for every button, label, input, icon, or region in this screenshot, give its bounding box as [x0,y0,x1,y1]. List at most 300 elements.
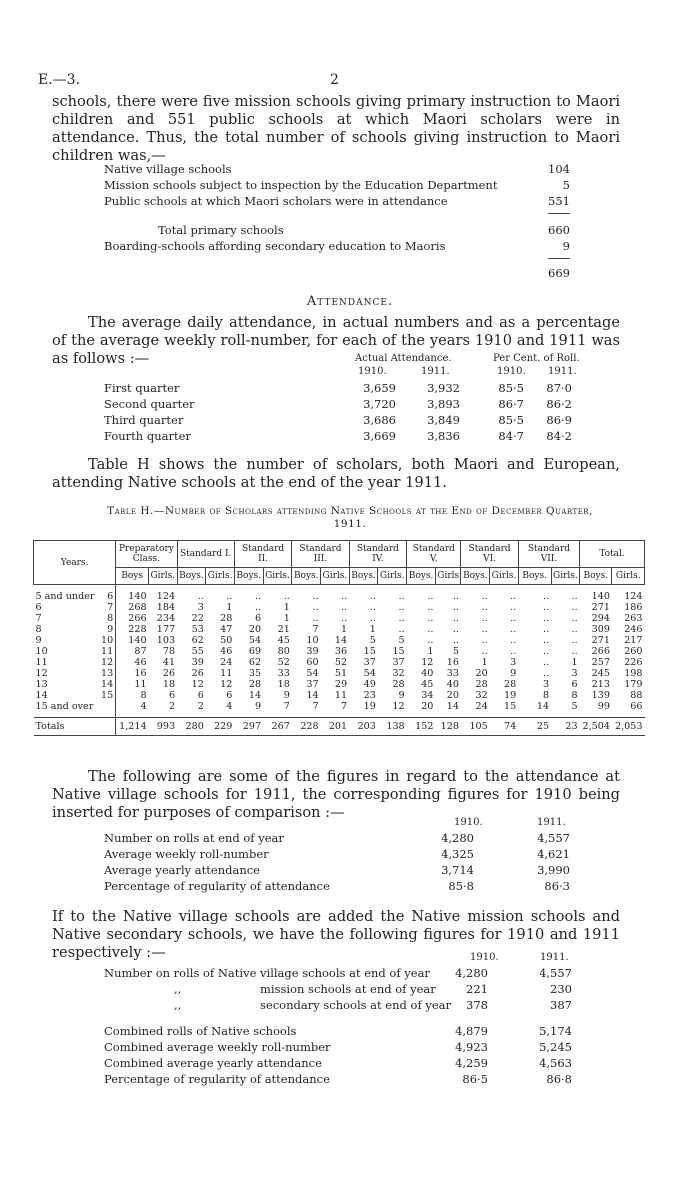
table-cell: .. [452,635,459,646]
table-cell: 26 [162,668,176,679]
table-cell: 993 [149,718,178,736]
table-cell: 4,280 [455,966,488,980]
table-cell: .. [312,602,319,613]
table-cell: 257 [591,657,610,668]
table-cell: 128 [435,718,461,736]
table-cell: 3,990 [537,863,570,877]
table-cell: 26 [191,668,204,679]
table-cell: .. [543,624,550,635]
table-subheader: Boys. [349,568,378,585]
attendance-paragraph: The average daily attendance, in actual numbers and as a percentage of the average weekly roll-number, for each of the years 1910 and 1911 was as follows :— [52,314,620,367]
table-cell: 84·2 [546,429,572,443]
table-cell: 99 [597,701,610,712]
table-cell: 15 [392,646,405,657]
table-cell: .. [543,602,550,613]
table-cell: 20 [475,668,488,679]
table-cell: 309 [591,624,610,635]
table-cell: 4,923 [455,1040,488,1054]
table-cell: .. [510,613,517,624]
table-cell: 10 [306,635,319,646]
table-cell: 4,280 [441,831,474,845]
table-cell: 7 [341,701,348,712]
table-cell: 2,053 [612,718,645,736]
table-row [34,657,645,668]
table-cell: 3,720 [363,397,396,411]
table-subheader: Boys. [518,568,551,585]
table-cell: 213 [591,679,610,690]
table-cell: 12 [392,701,405,712]
col-header: Actual Attendance. [355,353,452,364]
year-label: 12 [35,668,48,679]
table-cell: 280 [177,718,206,736]
table-cell: 105 [461,718,490,736]
table-cell: 4,325 [441,847,474,861]
table-cell: .. [571,591,578,602]
table-cell: 35 [248,668,262,679]
table-header: Standard III. [292,541,349,568]
table-cell: 5,174 [539,1024,572,1038]
list-item: Boarding-schools affording secondary education to Maoris [104,239,446,253]
table-cell: .. [571,646,578,657]
table-cell: 54 [306,668,319,679]
table-cell: 198 [624,668,643,679]
table-cell: 80 [277,646,290,657]
table-cell: 40 [421,668,434,679]
table-subheader: Girls. [378,568,407,585]
table-cell: 228 [116,624,149,635]
table-subheader: Boys. [177,568,206,585]
table-row-label: Average yearly attendance [104,863,260,877]
table-cell: 32 [475,690,488,701]
table-cell: 14 [536,701,550,712]
table-cell: 39 [191,657,204,668]
table-cell: .. [312,591,319,602]
table-cell: 21 [277,624,290,635]
table-cell: .. [510,602,517,613]
table-cell: 124 [156,591,176,602]
table-cell: 28 [504,679,517,690]
table-cell: 24 [475,701,488,712]
table-cell: 1 [571,657,578,668]
table-cell: 11 [101,646,114,657]
table-row-label: Percentage of regularity of attendance [104,879,330,893]
table-row-label: mission schools at end of year [260,982,436,996]
table-cell: 14 [248,690,262,701]
table-cell: 1 [226,602,233,613]
table-header: Standard IV. [349,541,407,568]
table-cell: 294 [591,613,610,624]
table-cell: 217 [624,635,643,646]
table-row [34,646,645,657]
table-row [34,679,645,690]
table-cell: .. [197,591,204,602]
table-cell: 221 [466,982,488,996]
table-cell: 3 [543,679,550,690]
table-cell: .. [481,602,488,613]
table-cell: 37 [392,657,405,668]
table-cell: 19 [504,690,517,701]
table-cell: 1 [481,657,488,668]
table-cell: 24 [220,657,233,668]
table-header: Preparatory Class. [116,541,177,568]
table-cell: 177 [156,624,176,635]
table-cell: 62 [248,657,262,668]
table-cell: 7 [283,701,290,712]
year-label: 11 [35,657,48,668]
table-cell: 6 [168,690,176,701]
table-cell: .. [510,591,517,602]
table-cell: 33 [277,668,290,679]
table-cell: .. [427,602,434,613]
table-cell: 246 [624,624,643,635]
table-cell: 15 [504,701,517,712]
table-row [34,668,645,679]
table-cell: 6 [197,690,204,701]
table-cell: 230 [550,982,572,996]
table-cell [97,718,116,736]
table-cell: .. [571,602,578,613]
table-row-label: secondary schools at end of year [260,998,452,1012]
table-cell: 1 [369,624,376,635]
table-cell: 69 [248,646,262,657]
table-cell: 88 [630,690,643,701]
table-row [34,624,645,635]
table-cell: 40 [446,679,459,690]
table-cell: 23 [551,718,580,736]
table-cell: 37 [363,657,376,668]
table-subheader: Boys. [234,568,263,585]
table-cell: 85·8 [448,879,474,893]
table-cell: 2,504 [580,718,612,736]
table-cell: 2 [197,701,204,712]
table-cell: 139 [591,690,610,701]
table-row [34,613,645,624]
table-cell: 87 [116,646,149,657]
table-row [34,635,645,646]
table-cell: 9 [254,701,262,712]
table-cell: 140 [116,635,149,646]
table-cell: 260 [624,646,643,657]
table-cell: 12 [191,679,204,690]
table-cell: .. [341,613,348,624]
table-cell: 6 [254,613,262,624]
table-cell: 12 [220,679,233,690]
table-cell: 268 [116,602,149,613]
list-value: 104 [548,162,570,176]
table-subheader: Girls. [206,568,235,585]
table-cell: 28 [392,679,405,690]
table-cell: 3 [571,668,578,679]
table-cell: 41 [162,657,176,668]
table-cell: 15 [101,690,114,701]
year-label: 9 [35,635,42,646]
table-h-title: Table H.—Number of Scholars attending Native Schools at the End of December Quarter, 1911. [107,505,593,530]
table-cell: .. [510,624,517,635]
year-label: 15 and over [35,701,94,712]
year-label: 5 and under [35,591,95,602]
list-value: 5 [562,178,570,192]
table-cell: .. [571,635,578,646]
table-row-label: Average weekly roll-number [104,847,269,861]
table-cell: 20 [248,624,262,635]
table-cell: 14 [101,679,114,690]
table-cell: 3,893 [427,397,460,411]
table-cell: 6 [226,690,233,701]
table-cell: 86·7 [498,397,524,411]
table-row [34,690,645,701]
table-cell: 86·8 [546,1072,572,1086]
table-cell: .. [427,624,434,635]
table-cell: 267 [263,718,292,736]
table-cell: 5 [369,635,376,646]
table-cell: 3,659 [363,381,396,395]
table-row [34,602,645,613]
table-cell: 14 [334,635,348,646]
table-cell: 8 [107,613,114,624]
ditto-mark: ,, [174,998,182,1012]
table-cell: 87·0 [546,381,572,395]
table-cell: 271 [591,602,610,613]
table-cell: 226 [624,657,643,668]
table-cell: .. [226,591,233,602]
table-cell: 78 [162,646,176,657]
table-header: Standard II. [234,541,292,568]
table-cell: 19 [363,701,376,712]
list-value: 551 [548,194,570,208]
table-cell: 4,259 [455,1056,488,1070]
table-cell: 46 [116,657,149,668]
table-cell: 53 [191,624,204,635]
table-cell: 28 [220,613,233,624]
table-subheader: Girls [435,568,461,585]
table-cell: 8 [571,690,578,701]
table-cell: .. [254,602,262,613]
table-cell: 7 [312,624,319,635]
table-header: Standard VI. [461,541,518,568]
table-h-intro: Table H shows the number of scholars, both Maori and European, attending Native schools at the end of the year 1911. [52,456,620,491]
table-cell: 28 [475,679,488,690]
col-header: 1910. [497,366,526,377]
table-cell: .. [452,602,459,613]
table-cell: 86·5 [462,1072,488,1086]
list-value: 9 [562,239,570,253]
table-cell: 85·5 [498,413,524,427]
table-cell: 266 [591,646,610,657]
table-header: Standard V. [407,541,461,568]
table-header: Total. [580,541,645,568]
table-cell: 16 [116,668,149,679]
totals-row [34,718,645,736]
table-cell: .. [341,602,348,613]
table-cell: 263 [624,613,643,624]
table-cell: 3 [197,602,204,613]
table-cell: 184 [156,602,176,613]
page-ref: E.—3. [38,72,81,88]
table-cell: 124 [624,591,643,602]
table-cell: 18 [162,679,176,690]
table-header: Years. [34,541,116,585]
table-cell: 4,563 [539,1056,572,1070]
table-cell: 7 [312,701,319,712]
table-cell: 3,836 [427,429,460,443]
table-cell: 23 [363,690,376,701]
table-row [34,701,645,718]
table-cell: 47 [220,624,233,635]
col-header: 1911. [421,366,450,377]
table-cell: 28 [248,679,262,690]
intro-paragraph: schools, there were five mission schools giving primary instruction to Maori children and 551 public schools at which Maori scholars were in attendance. Thus, the total number of schools giving instruction to Maori children was,— [52,93,620,164]
divider [548,213,570,214]
table-subheader: Girls. [551,568,580,585]
table-cell: 74 [490,718,519,736]
table-subheader: Boys. [461,568,490,585]
table-cell: 378 [466,998,488,1012]
table-cell: 140 [116,585,149,603]
table-cell: 6 [571,679,578,690]
table-header: Standard VII. [518,541,579,568]
table-cell: 10 [101,635,114,646]
table-cell: 29 [334,679,348,690]
table-cell: .. [398,602,405,613]
table-cell: 52 [334,657,348,668]
table-cell: 1 [283,602,290,613]
table-cell: 25 [518,718,551,736]
table-cell: 16 [446,657,459,668]
table-h [33,540,645,736]
list-item: Native village schools [104,162,232,176]
page-number: 2 [330,72,339,88]
table-cell: 45 [277,635,290,646]
list-item: Mission schools subject to inspection by the Education Department [104,178,498,192]
table-cell: 4 [226,701,233,712]
table-cell: 55 [191,646,204,657]
table-cell: 60 [306,657,319,668]
col-header: 1910. [454,817,483,828]
table-cell: 51 [334,668,348,679]
table-row-label: Percentage of regularity of attendance [104,1072,330,1086]
table-cell: 33 [446,668,459,679]
table-cell: 179 [624,679,643,690]
table-cell: 2 [168,701,176,712]
table-cell: .. [481,591,488,602]
table-cell: .. [452,613,459,624]
table-cell: .. [481,613,488,624]
year-label: 13 [35,679,48,690]
table-cell: 85·5 [498,381,524,395]
table-row-label: Third quarter [104,413,184,427]
table-cell: 18 [277,679,290,690]
table-cell: 6 [107,591,114,602]
table-cell: 387 [550,998,572,1012]
table-subheader: Girls. [612,568,645,585]
table-cell: 245 [591,668,610,679]
table-subheader: Boys. [580,568,612,585]
table-subheader: Boys. [407,568,436,585]
table-cell: 39 [306,646,319,657]
table-row-label: Number on rolls at end of year [104,831,284,845]
table-row-label: Fourth quarter [104,429,191,443]
table-cell: 20 [421,701,434,712]
table-cell: .. [369,602,376,613]
table-cell: 62 [191,635,204,646]
list-value: 660 [548,223,570,237]
table-cell: 32 [392,668,405,679]
table-cell: .. [369,613,376,624]
table-subheader: Boys [116,568,149,585]
table-cell: 271 [591,635,610,646]
table-cell: 186 [624,602,643,613]
table-cell: .. [543,657,550,668]
table-cell: .. [283,591,290,602]
table-cell: 50 [220,635,233,646]
table-cell: 14 [446,701,459,712]
table-cell: 84·7 [498,429,524,443]
table-cell: 34 [421,690,434,701]
list-value: 669 [548,266,570,280]
table-cell: 11 [334,690,348,701]
table-cell: 4,557 [537,831,570,845]
table-cell: 138 [378,718,407,736]
table-cell: .. [341,591,348,602]
table-cell: .. [452,591,459,602]
table-cell: 1 [283,613,290,624]
table-cell: 7 [107,602,114,613]
year-label: 10 [35,646,48,657]
table-cell: 66 [630,701,643,712]
table-cell: 1,214 [116,718,149,736]
col-header: 1911. [537,817,566,828]
table-cell: 4,879 [455,1024,488,1038]
table-cell: 3,669 [363,429,396,443]
table-cell: 3,714 [441,863,474,877]
table-cell: 12 [101,657,114,668]
table-cell: 8 [543,690,550,701]
table-cell: .. [543,646,550,657]
year-label: 14 [35,690,48,701]
table-cell: 20 [446,690,459,701]
table-cell: 203 [349,718,378,736]
table-cell: .. [398,613,405,624]
table-cell: .. [312,613,319,624]
table-row-label: Combined rolls of Native schools [104,1024,297,1038]
table-cell: .. [510,646,517,657]
table-cell: .. [543,591,550,602]
col-header: 1911. [540,952,569,963]
table-cell: .. [571,624,578,635]
table-cell: .. [427,591,434,602]
col-header: 1911. [548,366,577,377]
table-cell: 86·9 [546,413,572,427]
section-heading: Attendance. [306,294,394,309]
year-label: 8 [35,624,42,635]
table-cell: 4,557 [539,966,572,980]
col-header: 1910. [358,366,387,377]
table-cell: 8 [116,690,149,701]
table-cell: 54 [363,668,376,679]
list-item: Total primary schools [158,223,284,237]
table-cell: .. [571,613,578,624]
table-cell: 201 [321,718,350,736]
table-cell: 229 [206,718,235,736]
table-cell: 54 [248,635,262,646]
table-cell: 5 [452,646,459,657]
table-cell: 9 [283,690,290,701]
table-row-label: First quarter [104,381,180,395]
table-row [34,585,645,603]
table-cell: 86·2 [546,397,572,411]
table-cell: 9 [107,624,114,635]
table-cell: 45 [421,679,434,690]
